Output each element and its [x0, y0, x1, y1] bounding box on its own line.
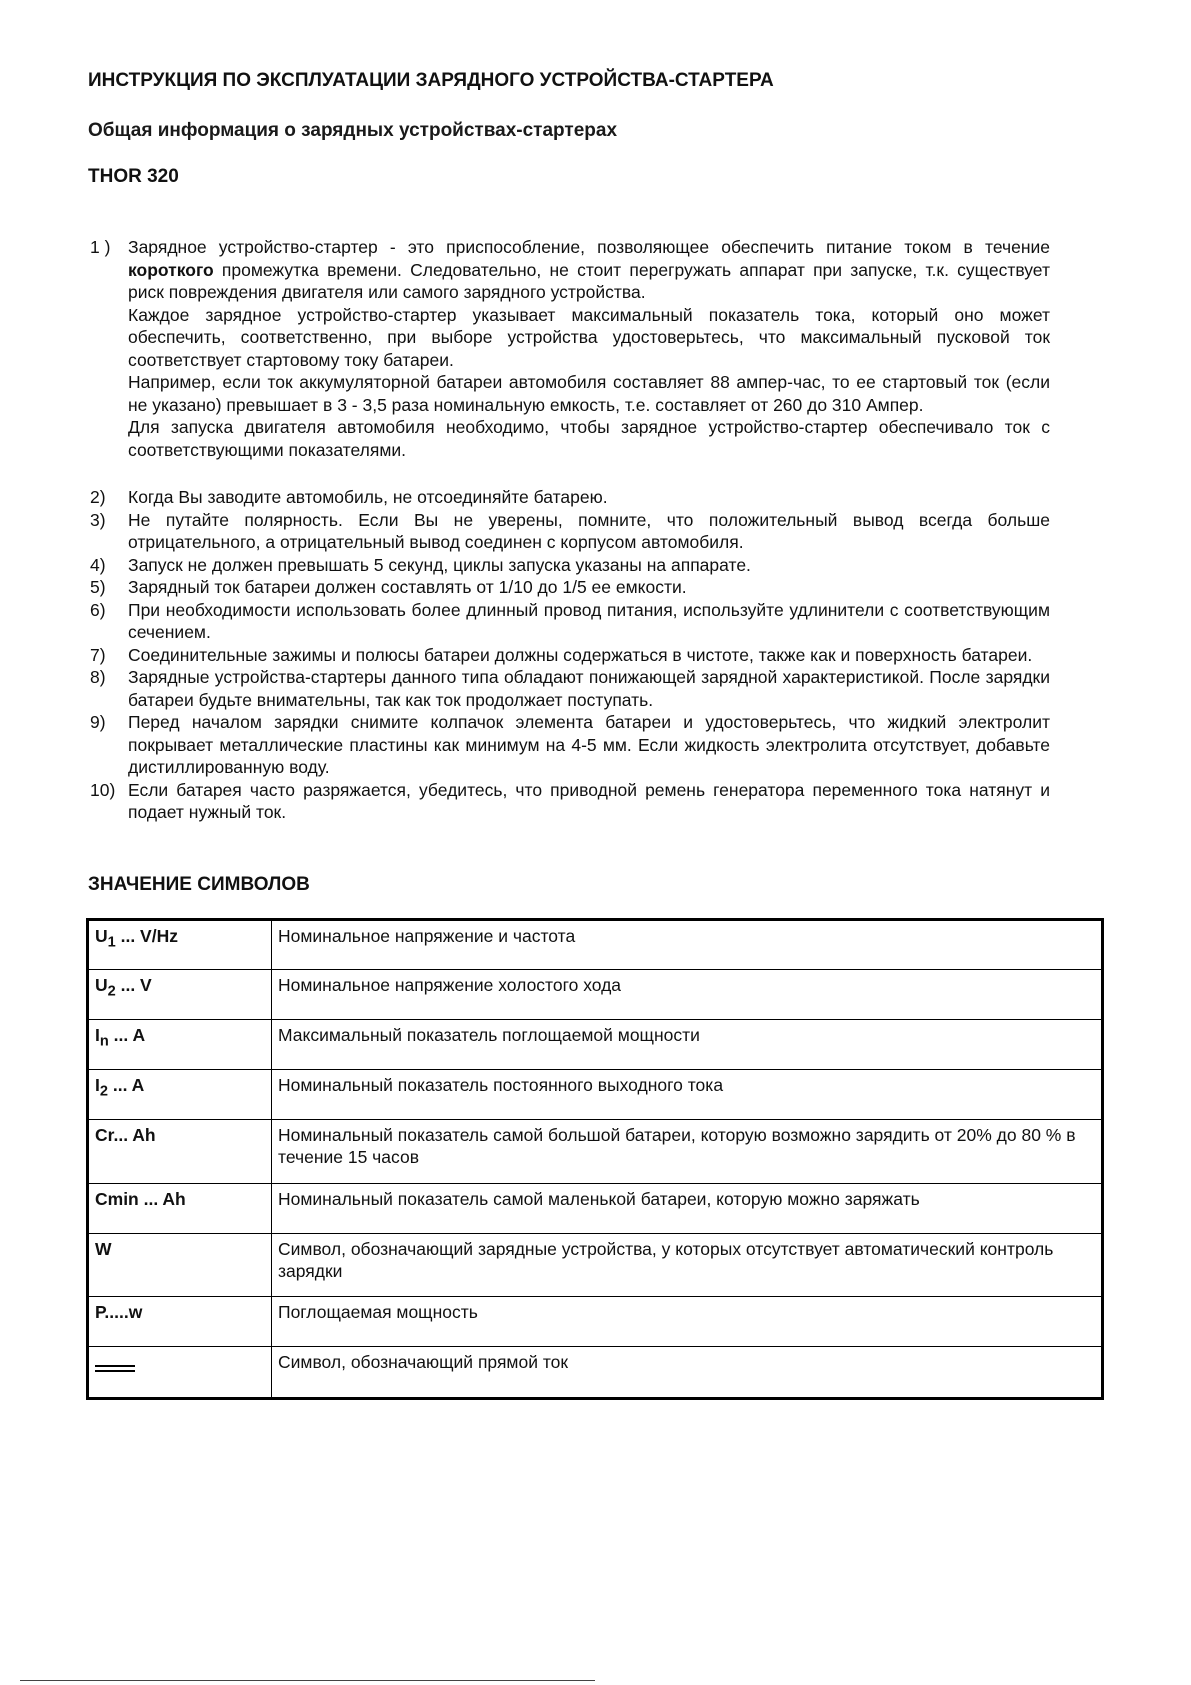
list-item: 10) Если батарея часто разряжается, убедитесь, что приводной ремень генератора переменного тока натянут и подает нужный ток.: [90, 779, 1050, 822]
direct-current-icon: [95, 1365, 135, 1375]
symbol-cell: W: [88, 1234, 272, 1297]
description-cell: Символ, обозначающий прямой ток: [272, 1347, 1103, 1399]
symbol-cell: $U_1$ ... V/Hz: [88, 920, 272, 970]
symbols-table: [86, 918, 1104, 1400]
list-item: 3) Не путайте полярность. Если Вы не уверены, помните, что положительный вывод всегда больше отрицательного, а отрицательный вывод соединен с корпусом автомобиля.: [90, 509, 1050, 552]
model-name: THOR 320: [88, 166, 179, 187]
table-row: [88, 1120, 1103, 1184]
item-1-paragraph-2: Каждое зарядное устройство-стартер указывает максимальный показатель тока, который оно может обеспечить, соответственно, при выборе устройства удостоверьтесь, что максимальный пусковой ток соответствует стартовому току батареи.: [128, 304, 1050, 370]
description-cell: Номинальный показатель самой большой батареи, которую возможно зарядить от 20% до 80 % в течение 15 часов: [272, 1120, 1103, 1184]
list-item: 4) Запуск не должен превышать 5 секунд, циклы запуска указаны на аппарате.: [90, 554, 751, 575]
emphasis-short: короткого: [128, 259, 214, 280]
document-title: ИНСТРУКЦИЯ ПО ЭКСПЛУАТАЦИИ ЗАРЯДНОГО УСТРОЙСТВА-СТАРТЕРА: [88, 70, 774, 91]
table-row: [88, 1297, 1103, 1347]
list-item: 2) Когда Вы заводите автомобиль, не отсоединяйте батарею.: [90, 487, 608, 507]
symbol-cell: Cmin ... Ah: [88, 1184, 272, 1234]
document-subtitle: Общая информация о зарядных устройствах-стартерах: [88, 120, 618, 141]
table-row: [88, 920, 1103, 970]
description-cell: Поглощаемая мощность: [272, 1297, 1103, 1347]
symbol-cell: $I_2$ ... A: [88, 1070, 272, 1120]
description-cell: Номинальный показатель самой маленькой батареи, которую можно заряжать: [272, 1184, 1103, 1234]
item-1-paragraph-3: Например, если ток аккумуляторной батареи автомобиля составляет 88 ампер-час, то ее стартовый ток (если не указано) превышает в 3 - 3,5 раза номинальную емкость, т.е. составляет от 260 до 310 Ампер.: [128, 372, 1050, 415]
table-row: [88, 970, 1103, 1020]
symbols-heading: ЗНАЧЕНИЕ СИМВОЛОВ: [88, 874, 310, 895]
table-row: [88, 1184, 1103, 1234]
list-item: 7) Соединительные зажимы и полюсы батареи должны содержаться в чистоте, также как и поверхность батареи.: [90, 644, 1033, 665]
item-number: 1 ): [90, 237, 111, 257]
table-row: [88, 1070, 1103, 1120]
table-row: [88, 1234, 1103, 1297]
symbol-cell: Cr... Ah: [88, 1120, 272, 1184]
table-row: [88, 1347, 1103, 1399]
item-1: [90, 236, 1050, 461]
description-cell: Максимальный показатель поглощаемой мощности: [272, 1020, 1103, 1070]
item-1-paragraph-4: Для запуска двигателя автомобиля необходимо, чтобы зарядное устройство-стартер обеспечивало ток с соответствующими показателями.: [128, 417, 1050, 460]
description-cell: Номинальное напряжение и частота: [272, 920, 1103, 970]
item-1-paragraph-1: Зарядное устройство-стартер - это приспособление, позволяющее обеспечить питание током в течение короткого промежутка времени. Следовательно, не стоит перегружать аппарат при запуске, т.к. существует риск повреждения двигателя или самого зарядного устройства.: [128, 237, 1050, 302]
description-cell: Номинальный показатель постоянного выходного тока: [272, 1070, 1103, 1120]
footer-divider: [20, 1680, 595, 1681]
list-item: 5) Зарядный ток батареи должен составлять от 1/10 до 1/5 ее емкости.: [90, 577, 687, 597]
description-cell: Номинальное напряжение холостого хода: [272, 970, 1103, 1020]
symbol-cell: P.....w: [88, 1297, 272, 1347]
symbol-cell: $I_n$ ... A: [88, 1020, 272, 1070]
list-item: 8) Зарядные устройства-стартеры данного типа обладают понижающей зарядной характеристикой. После зарядки батареи будьте внимательны, так как ток продолжает поступать.: [90, 667, 1050, 710]
description-cell: Символ, обозначающий зарядные устройства, у которых отсутствует автоматический контроль зарядки: [272, 1234, 1103, 1297]
symbol-cell: $U_2$ ... V: [88, 970, 272, 1020]
list-item: 9) Перед началом зарядки снимите колпачок элемента батареи и удостоверьтесь, что жидкий электролит покрывает металлические пластины как минимум на 4-5 мм. Если жидкость электролита отсутствует, добавьте дистиллированную воду.: [90, 712, 1050, 777]
table-row: [88, 1020, 1103, 1070]
symbol-cell: [88, 1347, 272, 1399]
instruction-list: [90, 486, 1050, 824]
list-item: 6) При необходимости использовать более длинный провод питания, используйте удлинители с соответствующим сечением.: [90, 599, 1050, 642]
